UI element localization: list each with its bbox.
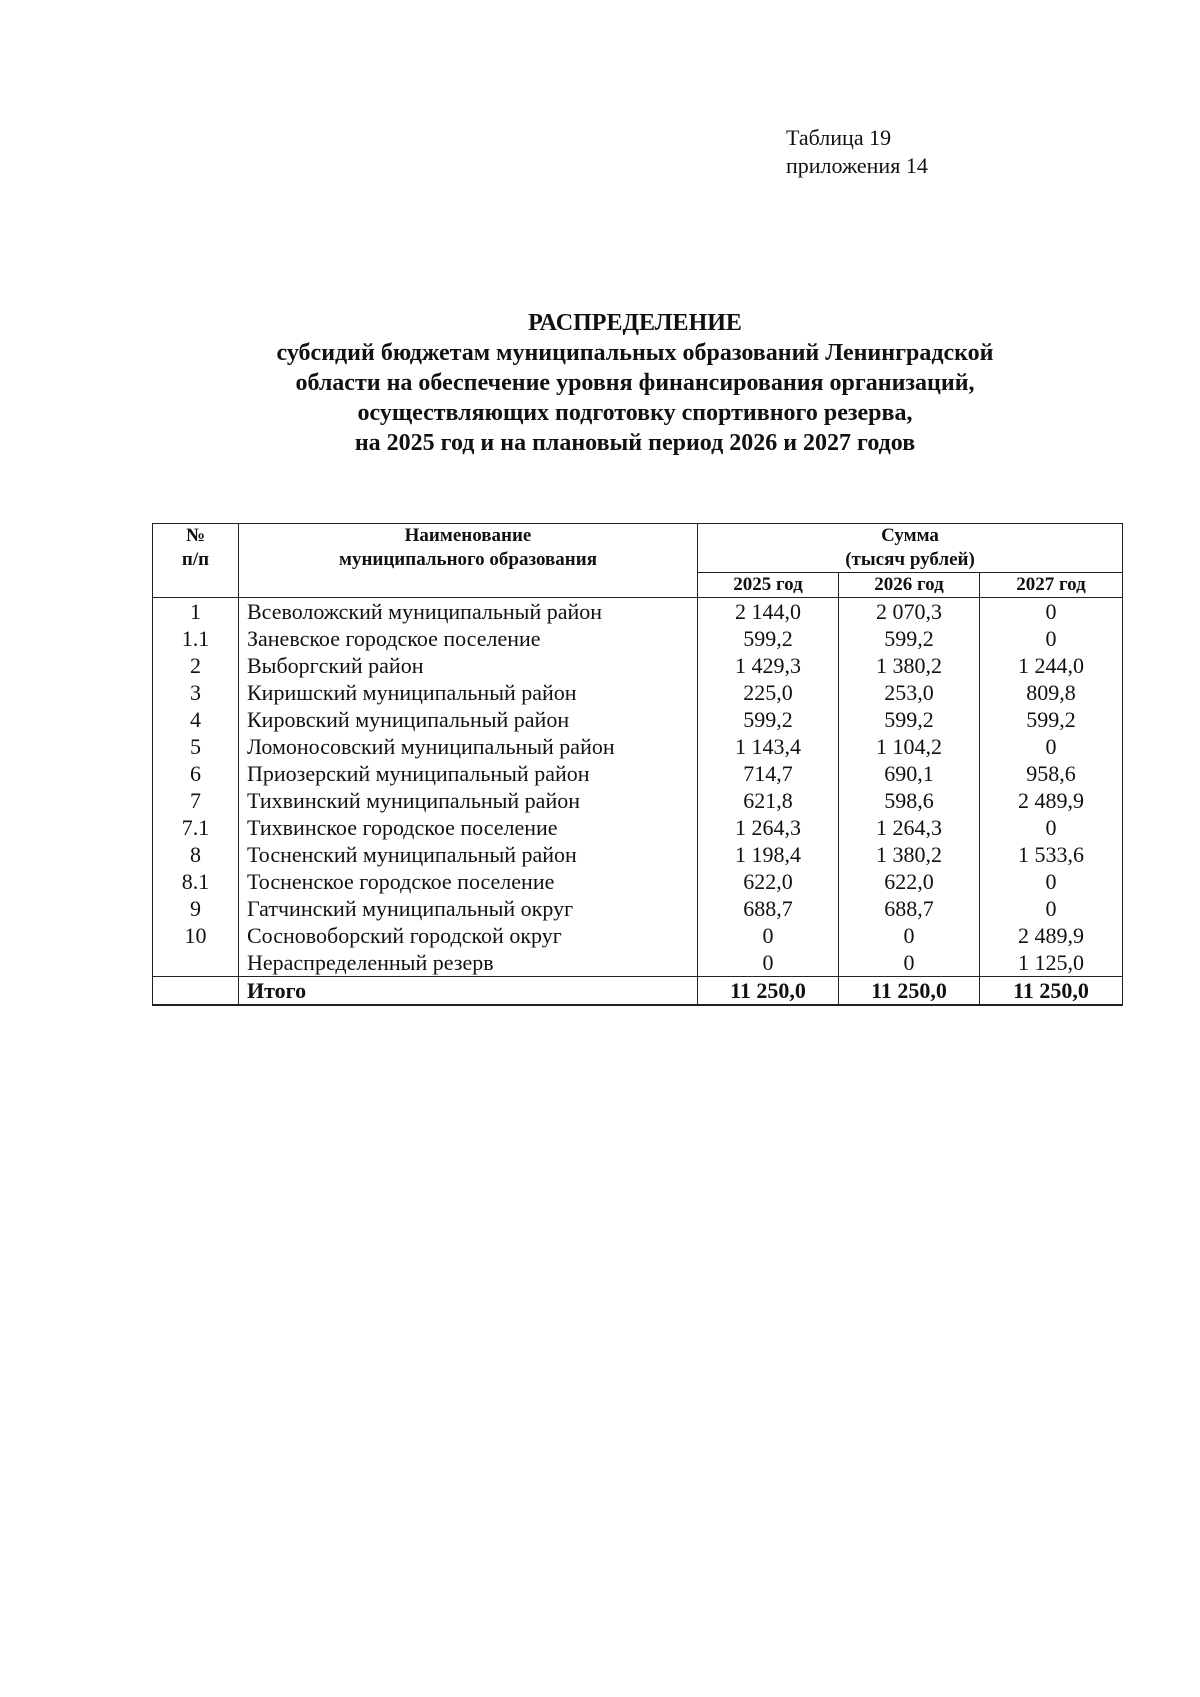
row-value-2026: 622,0 [839, 868, 980, 895]
row-number: 2 [153, 652, 239, 679]
header-number-line-1: № [185, 525, 206, 546]
row-value-2025: 1 143,4 [698, 733, 839, 760]
table-row [153, 949, 1123, 977]
total-2026: 11 250,0 [839, 977, 980, 1006]
row-value-2027: 599,2 [980, 706, 1123, 733]
table-row [153, 706, 1123, 733]
header-year-2025: 2025 год [698, 573, 839, 598]
document-reference [786, 124, 928, 180]
row-number: 1.1 [153, 625, 239, 652]
row-value-2025: 2 144,0 [698, 598, 839, 626]
document-title [150, 308, 1120, 458]
row-value-2027: 1 244,0 [980, 652, 1123, 679]
row-value-2026: 598,6 [839, 787, 980, 814]
total-2027: 11 250,0 [980, 977, 1123, 1006]
row-value-2027: 0 [980, 598, 1123, 626]
header-name [239, 524, 698, 598]
row-value-2026: 1 264,3 [839, 814, 980, 841]
row-name: Всеволожский муниципальный район [239, 598, 698, 626]
distribution-table [152, 523, 1123, 1006]
row-value-2026: 599,2 [839, 706, 980, 733]
row-value-2025: 714,7 [698, 760, 839, 787]
row-number: 7.1 [153, 814, 239, 841]
table-row [153, 868, 1123, 895]
row-value-2027: 2 489,9 [980, 787, 1123, 814]
title-line-5: на 2025 год и на плановый период 2026 и 2027 годов [354, 430, 916, 456]
title-line-1: РАСПРЕДЕЛЕНИЕ [528, 310, 742, 336]
row-value-2027: 809,8 [980, 679, 1123, 706]
row-value-2027: 2 489,9 [980, 922, 1123, 949]
row-number: 7 [153, 787, 239, 814]
row-value-2026: 690,1 [839, 760, 980, 787]
row-value-2025: 1 429,3 [698, 652, 839, 679]
row-value-2025: 0 [698, 949, 839, 977]
row-name: Сосновоборский городской округ [239, 922, 698, 949]
total-2025: 11 250,0 [698, 977, 839, 1006]
total-number-cell [153, 977, 239, 1006]
row-value-2026: 0 [839, 949, 980, 977]
header-name-line-2: муниципального образования [339, 549, 597, 570]
table-row [153, 679, 1123, 706]
row-name: Заневское городское поселение [239, 625, 698, 652]
header-year-2026: 2026 год [839, 573, 980, 598]
table-body [153, 598, 1123, 977]
table-row [153, 922, 1123, 949]
title-line-2: субсидий бюджетам муниципальных образований Ленинградской [276, 340, 994, 366]
table-number: Таблица 19 [786, 125, 892, 150]
row-number: 8 [153, 841, 239, 868]
row-name: Нераспределенный резерв [239, 949, 698, 977]
row-name: Гатчинский муниципальный округ [239, 895, 698, 922]
row-value-2026: 2 070,3 [839, 598, 980, 626]
row-value-2026: 688,7 [839, 895, 980, 922]
table-row [153, 814, 1123, 841]
row-value-2025: 599,2 [698, 625, 839, 652]
table-row [153, 760, 1123, 787]
table-row [153, 895, 1123, 922]
row-number: 3 [153, 679, 239, 706]
row-name: Тосненский муниципальный район [239, 841, 698, 868]
row-value-2027: 1 125,0 [980, 949, 1123, 977]
header-year-2027: 2027 год [980, 573, 1123, 598]
row-name: Киришский муниципальный район [239, 679, 698, 706]
total-label: Итого [239, 977, 698, 1006]
row-number: 4 [153, 706, 239, 733]
row-number: 5 [153, 733, 239, 760]
row-value-2027: 0 [980, 733, 1123, 760]
title-line-3: области на обеспечение уровня финансирования организаций, [295, 370, 975, 396]
table-header [153, 524, 1123, 598]
row-value-2025: 1 198,4 [698, 841, 839, 868]
header-sum-line-1: Сумма [881, 525, 939, 546]
table-row [153, 652, 1123, 679]
row-name: Тихвинское городское поселение [239, 814, 698, 841]
row-number: 6 [153, 760, 239, 787]
row-value-2027: 1 533,6 [980, 841, 1123, 868]
row-value-2026: 1 380,2 [839, 841, 980, 868]
row-name: Ломоносовский муниципальный район [239, 733, 698, 760]
header-name-line-1: Наименование [404, 525, 532, 546]
row-value-2026: 1 104,2 [839, 733, 980, 760]
table-row [153, 841, 1123, 868]
row-number: 1 [153, 598, 239, 626]
row-name: Тосненское городское поселение [239, 868, 698, 895]
row-number: 10 [153, 922, 239, 949]
title-line-4: осуществляющих подготовку спортивного резерва, [357, 400, 913, 426]
row-value-2027: 0 [980, 868, 1123, 895]
row-value-2026: 0 [839, 922, 980, 949]
table-row [153, 733, 1123, 760]
appendix-number: приложения 14 [786, 153, 928, 178]
total-row [153, 977, 1123, 1006]
row-name: Тихвинский муниципальный район [239, 787, 698, 814]
header-sum-line-2: (тысяч рублей) [845, 549, 975, 570]
row-name: Кировский муниципальный район [239, 706, 698, 733]
row-value-2025: 621,8 [698, 787, 839, 814]
row-value-2027: 0 [980, 625, 1123, 652]
row-value-2025: 599,2 [698, 706, 839, 733]
row-value-2025: 225,0 [698, 679, 839, 706]
row-value-2027: 0 [980, 814, 1123, 841]
table-footer [153, 977, 1123, 1006]
row-value-2027: 0 [980, 895, 1123, 922]
table-row [153, 787, 1123, 814]
row-name: Выборгский район [239, 652, 698, 679]
row-value-2025: 1 264,3 [698, 814, 839, 841]
row-value-2025: 688,7 [698, 895, 839, 922]
header-sum [698, 524, 1123, 573]
table-row [153, 598, 1123, 626]
header-number-line-2: п/п [181, 549, 210, 570]
row-value-2025: 0 [698, 922, 839, 949]
row-value-2026: 599,2 [839, 625, 980, 652]
row-number: 8.1 [153, 868, 239, 895]
row-number [153, 949, 239, 977]
row-value-2027: 958,6 [980, 760, 1123, 787]
header-number [153, 524, 239, 598]
row-name: Приозерский муниципальный район [239, 760, 698, 787]
row-value-2026: 253,0 [839, 679, 980, 706]
table-row [153, 625, 1123, 652]
row-number: 9 [153, 895, 239, 922]
row-value-2026: 1 380,2 [839, 652, 980, 679]
row-value-2025: 622,0 [698, 868, 839, 895]
